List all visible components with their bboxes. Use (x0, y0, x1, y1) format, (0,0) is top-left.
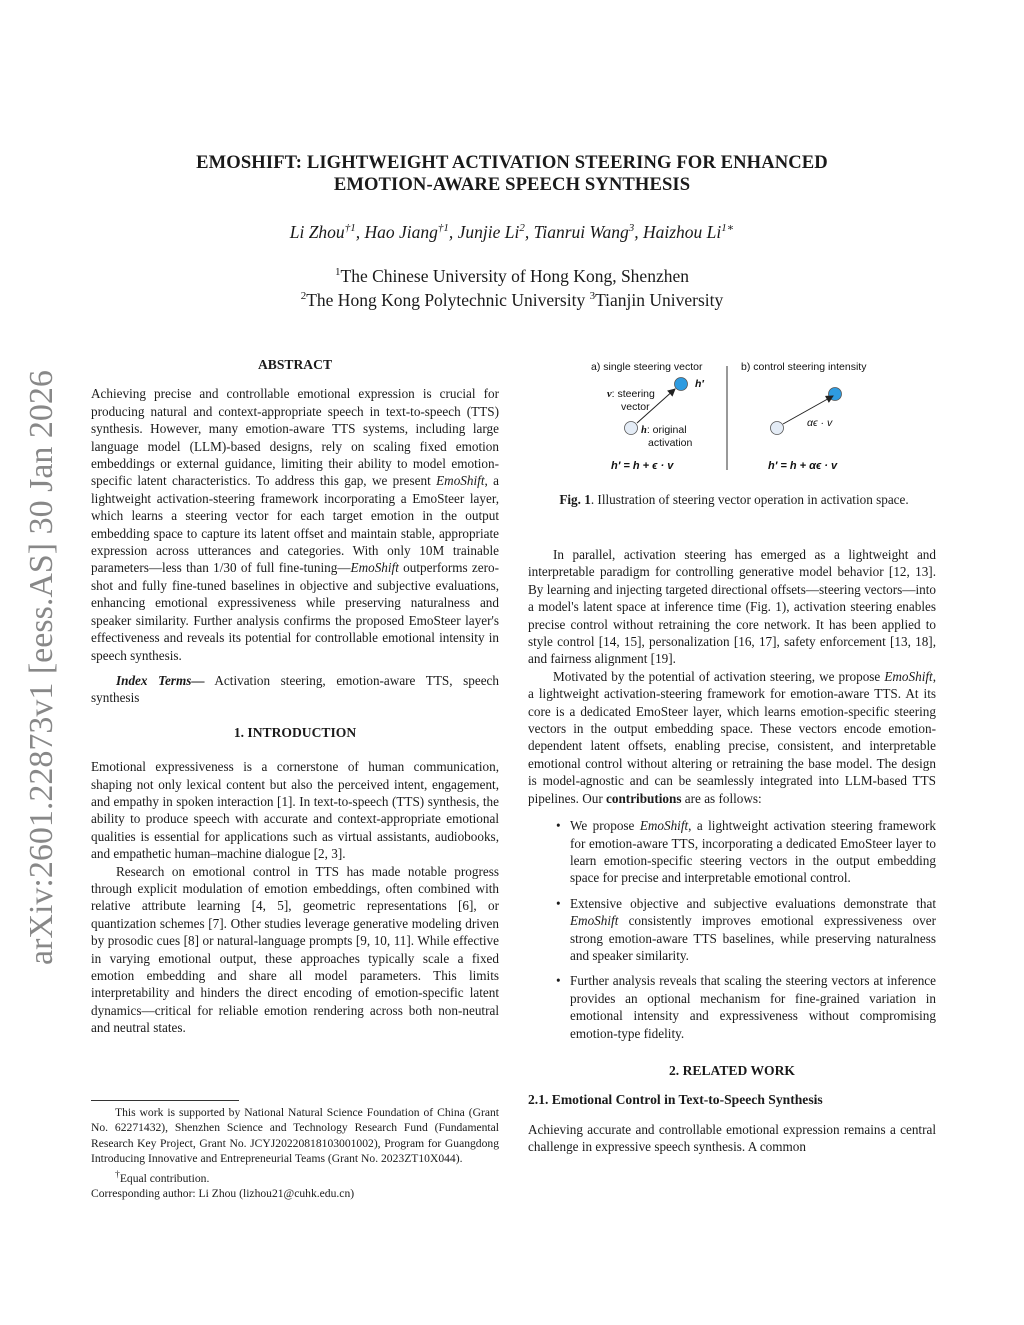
footnotes (91, 1100, 499, 1201)
affiliation-mark: 3 (589, 290, 596, 303)
list-item: • Further analysis reveals that scaling the steering vectors at inference provides an optional mechanism for fine-grained variation in emotional intensity and expressiveness without compromising emotion-type fidelity. (570, 972, 936, 1042)
title-line-1: EMOSHIFT: LIGHTWEIGHT ACTIVATION STEERING FOR ENHANCED (196, 152, 828, 173)
affiliation-mark: 2 (300, 290, 307, 303)
v-label-line-1: v: steering (607, 388, 655, 400)
author-mark: 3 (628, 222, 635, 234)
left-column (91, 356, 499, 1037)
equation-a: h′ = h + ϵ · v (611, 460, 674, 472)
affiliation-line-2 (120, 290, 904, 311)
arxiv-side-stamp: arXiv:2601.22873v1 [eess.AS] 30 Jan 2026 (23, 370, 60, 965)
index-terms: Index Terms— Activation steering, emotion-aware TTS, speech synthesis (91, 672, 500, 706)
intro-paragraph-1: Emotional expressiveness is a cornerstone of human communication, shaping not only lexical content but also the perceived intent, engagement, and empathy in spoken interaction [1]. In text-to-speech (TTS) synthesis, the ability to produce speech with accurate and context-appropriate emotional qualities is essential for applications such as virtual assistants, audiobooks, and empathetic human–machine dialogue [2, 3]. (91, 759, 499, 862)
figure-1-diagram (575, 354, 895, 479)
original-activation-dot (625, 422, 638, 435)
author: Tianrui Wang (533, 221, 629, 242)
footnote-equal: †Equal contribution. (115, 1168, 210, 1185)
contribution-list (528, 817, 936, 1042)
scaled-vector-label: αϵ · v (807, 417, 833, 429)
paper-title (120, 152, 904, 196)
right-column (528, 546, 936, 1156)
panel-b-title: b) control steering intensity (741, 361, 867, 373)
equation-b: h′ = h + αϵ · v (768, 460, 838, 472)
figure-caption (532, 492, 936, 508)
author: Hao Jiang (364, 221, 438, 242)
right-paragraph-2: Motivated by the potential of activation steering, we propose EmoShift, a lightweight activation-steering framework for emotion-aware TTS. At its core is a dedicated EmoSteer layer, which learns emotion-specific steering vectors in the output embedding space. These vectors encode emotion-dependent latent offsets, enabling precise, consistent, and interpretable emotional control without altering or retraining the base model. The design is model-agnostic and can be seamlessly integrated into LLM-based TTS pipelines. Our contributions are as follows: (528, 668, 936, 806)
author-mark: 2 (519, 222, 525, 234)
footnote-funding: This work is supported by National Natural Science Foundation of China (Grant No. 62271432), Shenzhen Science and Technology Research Fund (Fundamental Research Key Project, Grant No. JCYJ20220818103001002), Program for Guangdong Introducing Innovative and Entrepreneurial Teams (Grant No. 2023ZT10X044). (91, 1106, 499, 1166)
figure-1 (575, 354, 895, 479)
intro-heading: 1. INTRODUCTION (233, 724, 357, 740)
list-item: • Extensive objective and subjective evaluations demonstrate that EmoShift consistently improves emotional expressiveness over strong emotion-aware TTS baselines, while preserving naturalness and speaker similarity. (570, 895, 936, 965)
right-paragraph-3: Achieving accurate and controllable emotional expression remains a central challenge in expressive speech synthesis. A common (528, 1121, 936, 1155)
footnote-rule (91, 1100, 239, 1101)
related-work-heading: 2. RELATED WORK (668, 1062, 795, 1078)
title-line-2: EMOTION-AWARE SPEECH SYNTHESIS (333, 174, 691, 195)
h-label-line-2: activation (648, 437, 693, 449)
right-paragraph-1: In parallel, activation steering has emerged as a lightweight and interpretable paradigm for controlling generative model behavior [12, 13]. By learning and injecting targeted directional offsets—steering vectors—into a model's latent space at inference time (Fig. 1), activation steering enables precise control without retraining the core network. It has been applied to style control [14, 15], personalization [16, 17], safety enforcement [13, 18], and fairness alignment [19]. (528, 547, 936, 667)
original-activation-dot-b (771, 422, 784, 435)
h-prime-label-a: h′ (695, 378, 704, 390)
footnote-corresponding: Corresponding author: Li Zhou (lizhou21@cuhk.edu.cn) (91, 1186, 355, 1200)
author: Haizhou Li (642, 221, 722, 242)
figure-caption-label: Fig. 1 (559, 492, 591, 507)
steered-activation-dot (675, 378, 688, 391)
author-mark: †1 (437, 222, 449, 234)
v-label-line-2: vector (621, 401, 650, 413)
affiliation: The Chinese University of Hong Kong, Shenzhen (340, 266, 689, 286)
h-label-line-1: h: original (641, 424, 687, 436)
author-list: Li Zhou$^{\dagger 1}$, Hao Jiang$^{\dagger 1}$, Junjie Li$^2$, Tianrui Wang$^3$, Haizhou $Li^{1∗}$ (289, 221, 735, 242)
abstract-heading: ABSTRACT (257, 357, 333, 372)
author-mark: 1∗ (721, 222, 735, 234)
affiliation: Tianjin University (595, 290, 724, 310)
affiliation: The Hong Kong Polytechnic University (306, 290, 590, 310)
affiliation-line-1 (120, 266, 904, 287)
author-mark: †1 (344, 222, 356, 234)
list-item: • We propose EmoShift, a lightweight activation steering framework for emotion-aware TTS, incorporating a dedicated EmoSteer layer to learn emotion-specific steering vectors in the output embedding space for precise and interpretable emotional control. (570, 817, 936, 887)
panel-a-title: a) single steering vector (591, 361, 703, 373)
abstract-text: Achieving precise and controllable emotional expression is crucial for producing natural and context-appropriate speech in text-to-speech (TTS) synthesis. However, many emotion-aware TTS systems, including large language model (LLM)-based designs, rely on scaling fixed emotion embeddings or external guidance, limiting their ability to model emotion-specific latent characteristics. To address this gap, we present EmoShift, a lightweight activation-steering framework incorporating a EmoSteer layer, which learns a steering vector for each target emotion in the output embedding space to capture its latent offset and maintain stable, appropriate expression across utterances and categories. With only 10M trainable parameters—less than 1/30 of full fine-tuning—EmoShift outperforms zero-shot and fully fine-tuned baselines in objective and subjective evaluations, enhancing emotional expressiveness while preserving naturalness and speaker similarity. Further analysis confirms the proposed EmoSteer layer's effectiveness and reveals its potential for controllable emotional intensity in speech synthesis. (91, 386, 499, 663)
intro-paragraph-2: Research on emotional control in TTS has made notable progress through explicit modulation of emotion embeddings, often combined with relative attribute learning [4, 5], geometric representations [6], or quantization schemes [7]. Other studies leverage generative modeling driven by prosodic cues [8] or natural-language prompts [9, 10, 11]. While effective in varying emotional output, these approaches typically scale a fixed emotion embedding and share all model parameters. This limits interpretability and hinders the direct encoding of emotion-specific latent dynamics—critical for reliable emotion rendering across both non-neutral and neutral states. (91, 863, 499, 1036)
affiliation-mark: 1 (335, 266, 341, 279)
subsection-heading: 2.1. Emotional Control in Text-to-Speech Synthesis (528, 1092, 823, 1108)
scaled-activation-dot (829, 388, 842, 401)
author: Junjie Li (457, 221, 520, 242)
figure-caption-text: . Illustration of steering vector operation in activation space. (590, 492, 909, 507)
author: Li Zhou (289, 221, 345, 242)
